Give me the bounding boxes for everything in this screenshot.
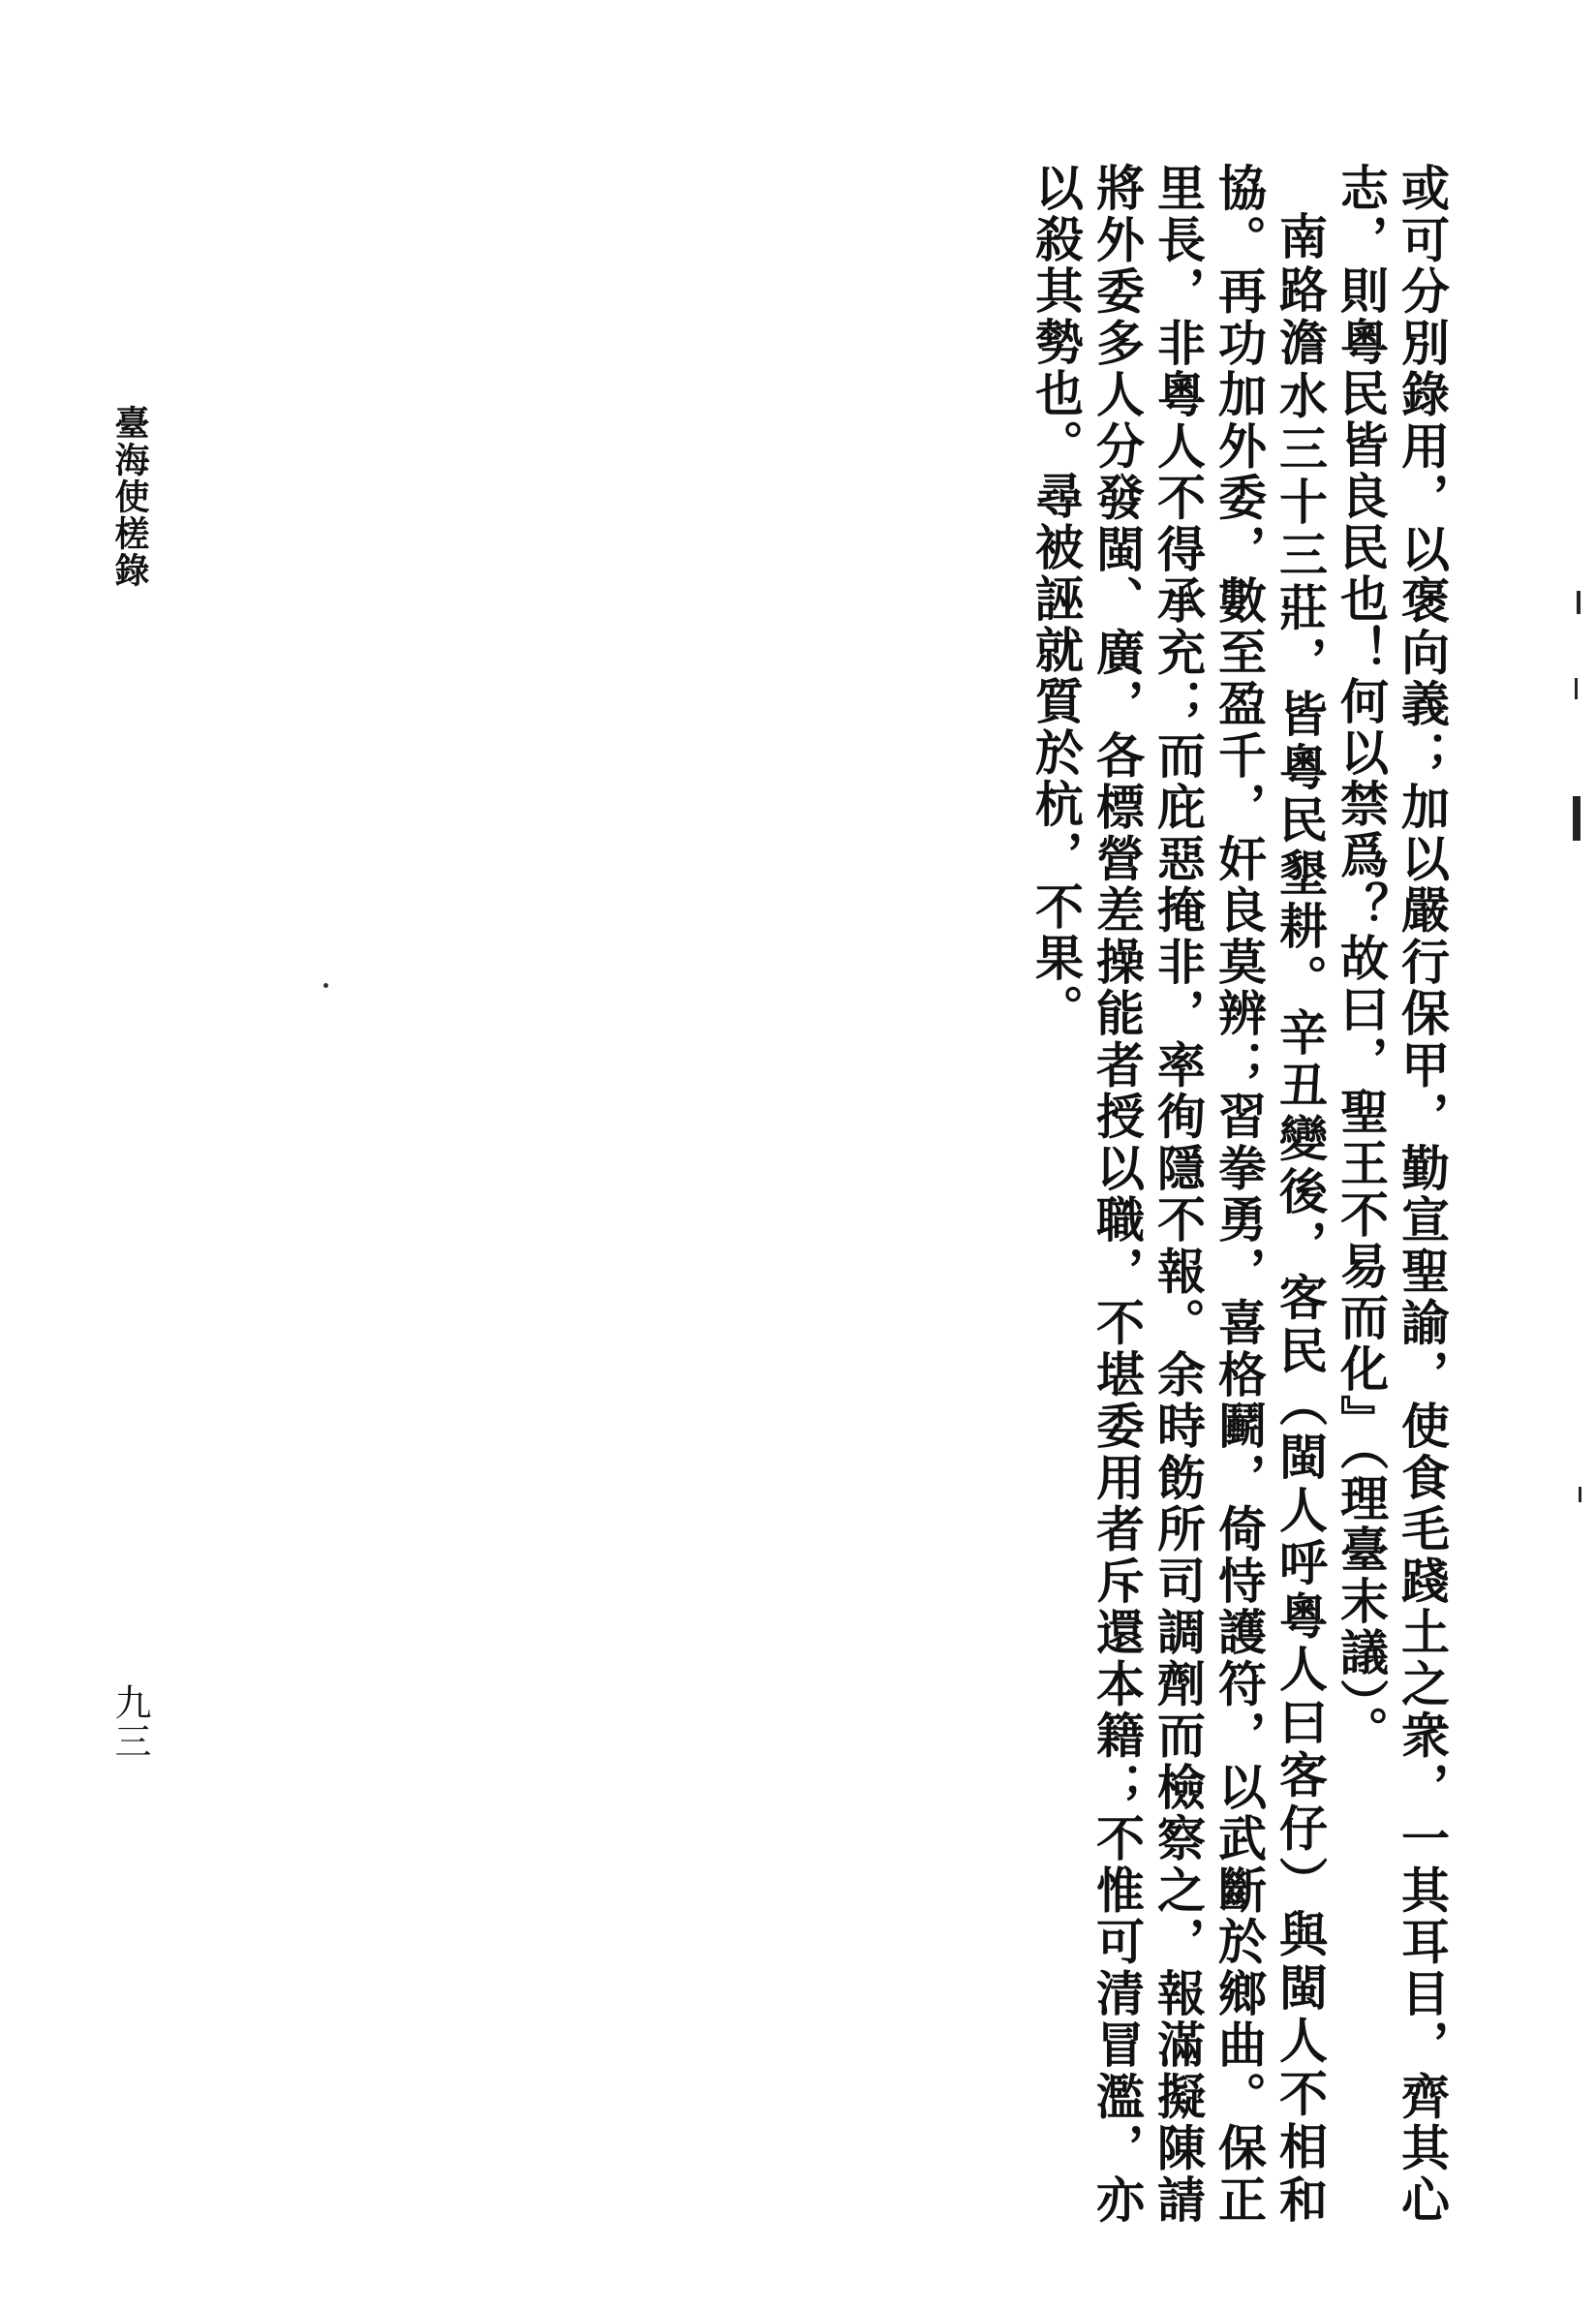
paragraph-2: 南路澹水三十三莊，皆粵民墾耕。辛丑變後，客民（閩人呼粵人曰客仔）與閩人不相和協。再功加外委，數至盈千，奸良莫辨；習拳勇，喜格鬬，倚恃護符，以武斷於鄉曲。保正里長，非粵人不得承充；而庇惡掩非，率徇隱不報。余時飭所司調劑而檢察之，報滿擬陳請將外委多人分發閩、廣，各標營差操能者授以職，不堪委用者斥還本籍；不惟可清冒濫，亦以殺其勢也。尋被誣就質於杭，不果。 [1028,163,1329,2226]
scan-mark [1579,1487,1581,1502]
page-number: 九三 [108,1683,151,1761]
main-text-block [910,163,1453,2226]
scan-mark [1575,678,1578,699]
scan-speck [323,983,328,988]
paragraph-1: 或可分別錄用，以褒向義；加以嚴行保甲，勤宣聖諭，使食毛踐土之衆，一其耳目，齊其心志，則粵民皆良民也！何以禁爲？故曰，聖王不易而化』（理臺末議）。 [1333,163,1451,2226]
scan-mark [1573,796,1581,841]
running-head: 臺海使槎錄 [109,405,150,589]
scan-mark [1577,591,1581,614]
